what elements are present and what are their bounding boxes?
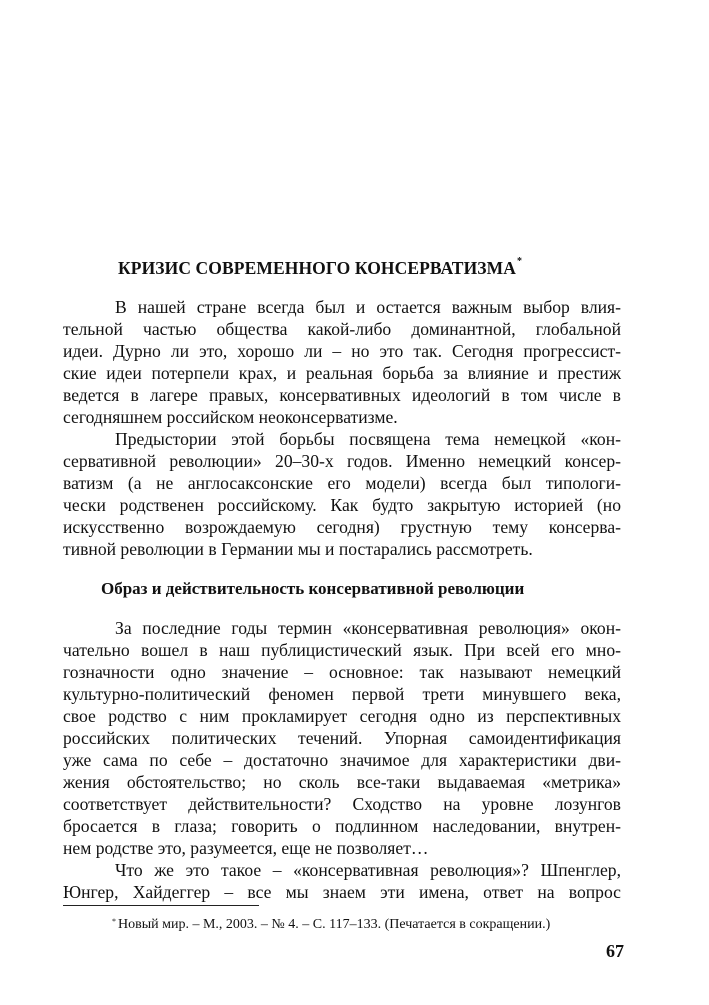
text-line: нем родстве это, разумеется, еще не позволяет… bbox=[63, 838, 429, 858]
text-line: ведется в лагере правых, консервативных идеологий в том числе в bbox=[63, 385, 621, 405]
text-line: ватизм (а не англосаксонские его модели) всегда был типологи- bbox=[63, 473, 621, 493]
text-line: соответствует действительности? Сходство на уровне лозунгов bbox=[63, 794, 621, 814]
text-line: ские идеи потерпели крах, и реальная борьба за влияние и престиж bbox=[63, 363, 621, 383]
text-line: гозначности одно значение – основное: так называют немецкий bbox=[63, 662, 621, 682]
page-number: 67 bbox=[606, 941, 624, 961]
text-line: В нашей стране всегда был и остается важным выбор влия- bbox=[115, 297, 621, 317]
text-line: чательно вошел в наш публицистический язык. При всей его мно- bbox=[63, 640, 621, 660]
text-line: Юнгер, Хайдеггер – все мы знаем эти имена, ответ на вопрос bbox=[63, 882, 621, 902]
text-line: бросается в глаза; говорить о подлинном наследовании, внутрен- bbox=[63, 816, 621, 836]
text-line: Что же это такое – «консервативная революция»? Шпенглер, bbox=[115, 860, 621, 880]
article-title-text: КРИЗИС СОВРЕМЕННОГО КОНСЕРВАТИЗМА bbox=[118, 258, 516, 278]
text-line: культурно-политический феномен первой трети минувшего века, bbox=[63, 684, 621, 704]
text-line: искусственно возрождаемую сегодня) грустную тему консерва- bbox=[63, 517, 621, 537]
text-line: российских политических течений. Упорная самоидентификация bbox=[63, 728, 621, 748]
footnote-divider bbox=[63, 905, 259, 906]
footnote bbox=[112, 917, 612, 933]
text-line: свое родство с ним прокламирует сегодня одно из перспективных bbox=[63, 706, 621, 726]
text-line: За последние годы термин «консервативная революция» окон- bbox=[115, 618, 621, 638]
text-line: сервативной революции» 20–30-х годов. Именно немецкий консер- bbox=[63, 451, 621, 471]
text-line: тивной революции в Германии мы и постарались рассмотреть. bbox=[63, 539, 533, 559]
text-line: идеи. Дурно ли это, хорошо ли – но это так. Сегодня прогрессист- bbox=[63, 341, 621, 361]
text-line: жения обстоятельство; но сколь все-таки выдаваемая «метрика» bbox=[63, 772, 621, 792]
footnote-text: Новый мир. – М., 2003. – № 4. – С. 117–133. (Печатается в сокращении.) bbox=[118, 917, 551, 932]
title-footnote-mark: * bbox=[516, 256, 523, 267]
article-title bbox=[118, 258, 598, 279]
text-line: уже сама по себе – достаточно значимое для характеристики дви- bbox=[63, 750, 621, 770]
text-line: тельной частью общества какой-либо доминантной, глобальной bbox=[63, 319, 621, 339]
text-line: сегодняшнем российском неоконсерватизме. bbox=[63, 407, 398, 427]
footnote-mark: * bbox=[112, 917, 116, 926]
text-line: Предыстории этой борьбы посвящена тема немецкой «кон- bbox=[115, 429, 621, 449]
text-line: чески родственен российскому. Как будто закрытую историей (но bbox=[63, 495, 621, 515]
section-heading: Образ и действительность консервативной революции bbox=[101, 579, 525, 598]
